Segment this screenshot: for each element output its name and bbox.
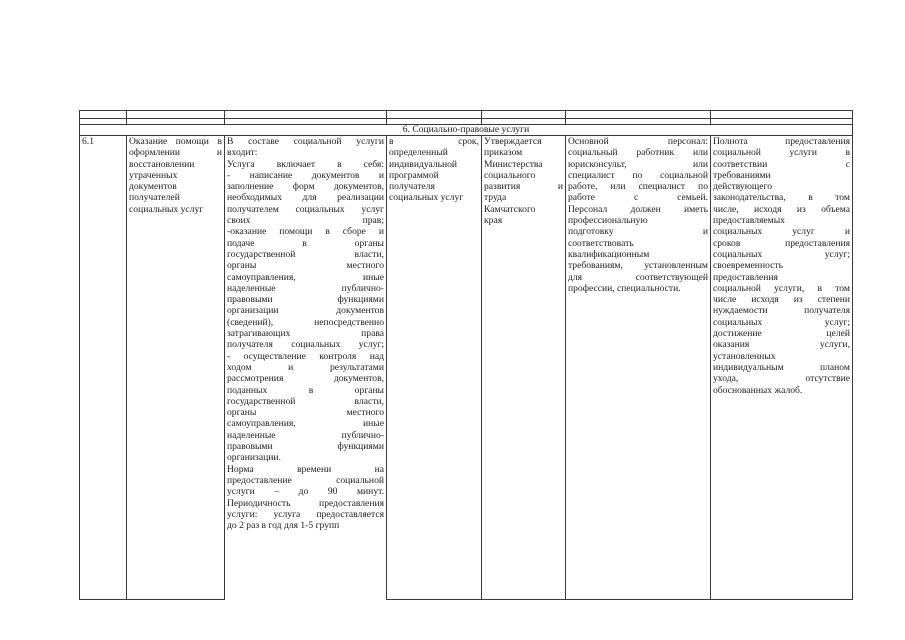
cell-line: предоставляемых bbox=[713, 215, 785, 227]
service-approval bbox=[482, 136, 566, 600]
service-staff bbox=[566, 136, 711, 600]
header-cell bbox=[225, 111, 387, 119]
service-term bbox=[387, 136, 482, 600]
cell-line: квалификационным bbox=[568, 248, 650, 260]
cell-line: требованиями bbox=[713, 169, 771, 181]
cell-line: правовыми функциями bbox=[227, 441, 384, 453]
cell-line: соответствии с bbox=[713, 158, 850, 170]
cell-line: подаче в органы bbox=[227, 237, 384, 249]
section-title: 6. Социально-правовые услуги bbox=[80, 125, 853, 136]
cell-line: нуждаемости получателя bbox=[713, 305, 850, 317]
cell-line: самоуправления, иные bbox=[227, 271, 384, 283]
header-cell bbox=[711, 111, 853, 119]
cell-line: Оказание помощи в bbox=[129, 136, 222, 147]
cell-line: государственной власти, bbox=[227, 248, 384, 260]
cell-line: соответствовать bbox=[568, 237, 634, 249]
cell-line: (сведений), непосредственно bbox=[227, 316, 384, 328]
cell-line: профессии, специальности. bbox=[568, 282, 681, 294]
cell-line: подготовку и bbox=[568, 226, 708, 238]
service-content bbox=[225, 136, 387, 600]
cell-line: социальных услуг и bbox=[713, 226, 850, 238]
cell-line: обоснованных жалоб. bbox=[713, 384, 803, 396]
cell-line: законодательства, в том bbox=[713, 192, 850, 204]
header-cell bbox=[387, 111, 482, 119]
cell-line: требованиям, установленным bbox=[568, 260, 708, 272]
cell-line: Камчатского bbox=[484, 203, 536, 215]
cell-line: своевременность bbox=[713, 260, 783, 272]
cell-line: числе исходя из степени bbox=[713, 294, 850, 306]
cell-line: работе, или специалист по bbox=[568, 181, 708, 193]
cell-line: организации документов bbox=[227, 305, 384, 317]
cell-line: органы местного bbox=[227, 260, 384, 272]
header-cell bbox=[127, 111, 225, 119]
services-table bbox=[79, 110, 853, 600]
cell-line: документов bbox=[129, 181, 177, 193]
cell-line: установленных bbox=[713, 350, 776, 362]
cell-line: наделенные публично- bbox=[227, 282, 384, 294]
cell-line: профессиональную bbox=[568, 215, 648, 227]
cell-line: оказания услуги, bbox=[713, 339, 850, 351]
cell-line: наделенные публично- bbox=[227, 429, 384, 441]
cell-line: ухода, отсутствие bbox=[713, 373, 850, 385]
cell-line: индивидуальной bbox=[389, 158, 458, 170]
cell-line: заполнение форм документов, bbox=[227, 181, 384, 193]
cell-line: затрагивающих права bbox=[227, 328, 384, 340]
cell-line: -оказание помощи в сборе и bbox=[227, 226, 384, 238]
cell-line: услуги: услуга предоставляется bbox=[227, 508, 384, 520]
cell-line: ходом и результатами bbox=[227, 361, 384, 373]
service-row bbox=[80, 136, 853, 600]
cell-line: услуги – до 90 минут. bbox=[227, 486, 384, 498]
row-number: 6.1 bbox=[80, 136, 127, 600]
cell-line: Основной персонал: bbox=[568, 136, 708, 147]
cell-line: - осуществление контроля над bbox=[227, 350, 384, 362]
cell-line: Утверждается bbox=[484, 136, 542, 147]
cell-line: достижение целей bbox=[713, 328, 850, 340]
section-row bbox=[80, 125, 853, 136]
cell-line: программой bbox=[389, 169, 439, 181]
cell-line: приказом bbox=[484, 147, 523, 159]
cell-line: органы местного bbox=[227, 407, 384, 419]
cell-line: социальных услуг; bbox=[713, 248, 850, 260]
cell-line: социального bbox=[484, 169, 536, 181]
header-cell bbox=[80, 111, 127, 119]
cell-line: необходимых для реализации bbox=[227, 192, 384, 204]
cell-line: числе, исходя из объема bbox=[713, 203, 850, 215]
cell-line: правовыми функциями bbox=[227, 294, 384, 306]
cell-line: труда bbox=[484, 192, 507, 204]
cell-line: социальных услуг; bbox=[713, 316, 850, 328]
cell-line: восстановлении bbox=[129, 158, 195, 170]
cell-line: В составе социальной услуги bbox=[227, 136, 384, 147]
cell-line: работе с семьей. bbox=[568, 192, 708, 204]
cell-line: предоставления bbox=[713, 271, 778, 283]
cell-line: юрисконсульт, или bbox=[568, 158, 708, 170]
cell-line: поданных в органы bbox=[227, 384, 384, 396]
cell-line: индивидуальным планом bbox=[713, 361, 850, 373]
cell-line: оформлении и bbox=[129, 147, 222, 159]
cell-line: до 2 раз в год для 1-5 групп bbox=[227, 520, 340, 532]
cell-line: получателя социальных услуг; bbox=[227, 339, 384, 351]
service-indicators bbox=[711, 136, 853, 600]
cell-line: утраченных bbox=[129, 169, 178, 181]
cell-line: Услуга включает в себя: bbox=[227, 158, 384, 170]
header-cell bbox=[566, 111, 711, 119]
cell-line: Периодичность предоставления bbox=[227, 497, 384, 509]
cell-line: социальных услуг bbox=[389, 192, 464, 204]
cell-line: в срок, bbox=[389, 136, 479, 147]
cell-line: развития и bbox=[484, 181, 563, 193]
cell-line: получателей bbox=[129, 192, 180, 204]
cell-line: Персонал должен иметь bbox=[568, 203, 708, 215]
cell-line: предоставление социальной bbox=[227, 474, 384, 486]
cell-line: края bbox=[484, 215, 503, 227]
cell-line: Министерства bbox=[484, 158, 543, 170]
cell-line: Полнота предоставления bbox=[713, 136, 850, 147]
cell-line: социальной услуги, в том bbox=[713, 282, 850, 294]
cell-line: получателя bbox=[389, 181, 435, 193]
cell-line: Норма времени на bbox=[227, 463, 384, 475]
cell-line: входит: bbox=[227, 147, 258, 159]
cell-line: получателем социальных услуг bbox=[227, 203, 384, 215]
cell-line: определенный bbox=[389, 147, 448, 159]
cell-line: социальный работник или bbox=[568, 147, 708, 159]
header-cell bbox=[482, 111, 566, 119]
header-row-blank bbox=[80, 111, 853, 119]
cell-line: социальной услуги в bbox=[713, 147, 850, 159]
cell-line: - написание документов и bbox=[227, 169, 384, 181]
cell-line: сроков предоставления bbox=[713, 237, 850, 249]
cell-line: для соответствующей bbox=[568, 271, 708, 283]
cell-line: своих прав; bbox=[227, 215, 384, 227]
cell-line: организации. bbox=[227, 452, 281, 464]
cell-line: действующего bbox=[713, 181, 773, 193]
cell-line: самоуправления, иные bbox=[227, 418, 384, 430]
cell-line: специалист по социальной bbox=[568, 169, 708, 181]
cell-line: социальных услуг bbox=[129, 203, 204, 215]
cell-line: рассмотрения документов, bbox=[227, 373, 384, 385]
cell-line: государственной власти, bbox=[227, 395, 384, 407]
service-name bbox=[127, 136, 225, 600]
